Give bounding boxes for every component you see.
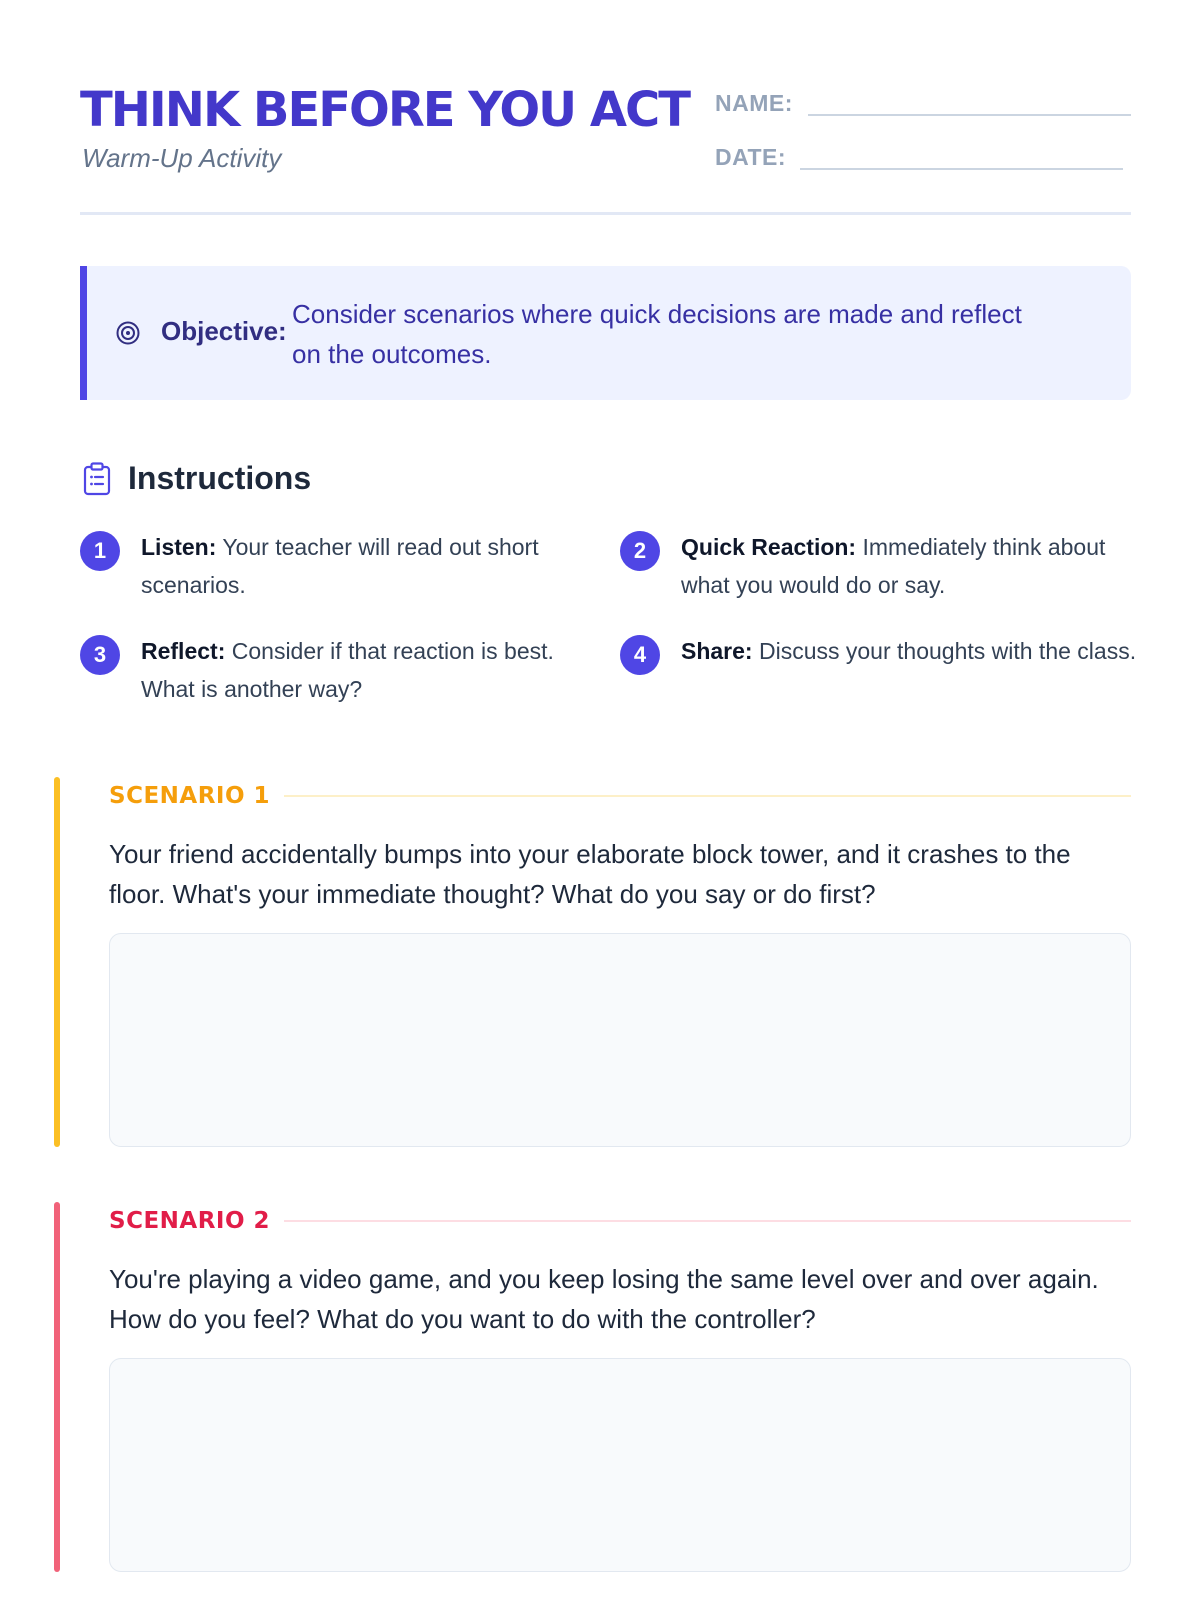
step-description: Your teacher will read out short scenarios. bbox=[141, 534, 539, 598]
scenario-text: Your friend accidentally bumps into your elaborate block tower, and it crashes to the floor. What's your immediate thought? What do you say or do first? bbox=[109, 839, 1071, 909]
step-label: Share: bbox=[681, 638, 753, 664]
date-label: DATE: bbox=[715, 144, 787, 170]
step-description: Immediately think about what you would do or say. bbox=[681, 534, 1106, 598]
date-line bbox=[800, 142, 1123, 170]
name-field bbox=[715, 88, 1131, 116]
name-line bbox=[808, 88, 1131, 116]
step-text bbox=[141, 632, 601, 708]
answer-box[interactable] bbox=[109, 933, 1131, 1147]
step-label: Reflect: bbox=[141, 638, 226, 664]
scenario-heading bbox=[109, 1208, 1131, 1234]
step-text bbox=[141, 528, 601, 604]
scenario-title: SCENARIO 1 bbox=[109, 783, 271, 809]
step-number-badge: 3 bbox=[80, 635, 120, 675]
target-icon bbox=[115, 320, 141, 346]
scenario-accent-bar bbox=[54, 777, 60, 1147]
step-description: Discuss your thoughts with the class. bbox=[752, 638, 1137, 664]
name-label: NAME: bbox=[715, 90, 793, 116]
scenario-accent-bar bbox=[54, 1202, 60, 1572]
scenario-divider bbox=[284, 795, 1131, 797]
step-number-badge: 2 bbox=[620, 531, 660, 571]
step-number-badge: 4 bbox=[620, 635, 660, 675]
objective-label: Objective: bbox=[161, 316, 287, 346]
clipboard-icon bbox=[82, 462, 112, 496]
scenario-1 bbox=[54, 777, 1131, 1147]
date-field bbox=[715, 142, 1123, 170]
page-subtitle: Warm-Up Activity bbox=[82, 143, 282, 173]
step-description: Consider if that reaction is best. What is another way? bbox=[141, 638, 554, 702]
step-text bbox=[681, 528, 1141, 604]
step-number-badge: 1 bbox=[80, 531, 120, 571]
worksheet-header bbox=[80, 80, 1131, 215]
scenario-text: You're playing a video game, and you keep losing the same level over and over again. How do you feel? What do you want to do with the controller? bbox=[109, 1264, 1099, 1334]
answer-box[interactable] bbox=[109, 1358, 1131, 1572]
instructions-title: Instructions bbox=[128, 460, 312, 496]
step-label: Quick Reaction: bbox=[681, 534, 857, 560]
scenario-divider bbox=[284, 1220, 1131, 1222]
objective-text: Consider scenarios where quick decisions are made and reflect on the outcomes. bbox=[292, 299, 1022, 369]
step-label: Listen: bbox=[141, 534, 217, 560]
page-title: THINK BEFORE YOU ACT bbox=[80, 82, 689, 138]
scenario-heading bbox=[109, 783, 1131, 809]
scenario-2 bbox=[54, 1202, 1131, 1572]
objective-box bbox=[80, 266, 1131, 400]
instructions-heading bbox=[82, 460, 311, 497]
step-text bbox=[681, 632, 1141, 670]
scenario-title: SCENARIO 2 bbox=[109, 1208, 271, 1234]
